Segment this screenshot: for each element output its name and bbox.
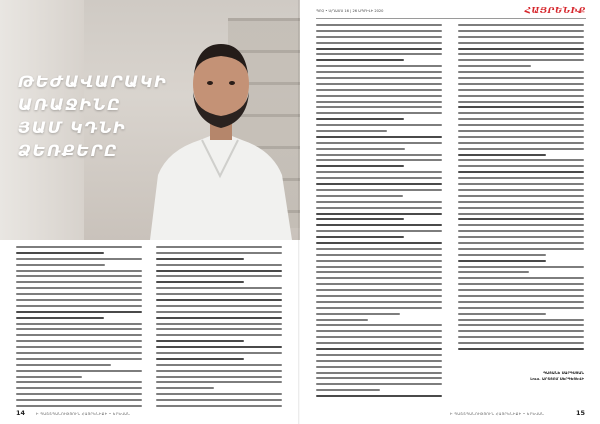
text-line	[458, 224, 584, 226]
text-line	[316, 377, 442, 379]
text-line	[316, 118, 404, 120]
text-line	[316, 89, 442, 91]
text-line	[316, 154, 442, 156]
text-line	[458, 266, 584, 268]
text-line	[316, 124, 442, 126]
text-line	[16, 346, 142, 348]
text-line	[16, 399, 142, 401]
text-line	[316, 372, 442, 374]
left-column-1	[16, 246, 142, 411]
text-line	[16, 340, 142, 342]
left-footer	[0, 402, 300, 424]
text-line	[316, 213, 442, 215]
text-line	[458, 342, 584, 344]
text-line	[16, 299, 142, 301]
right-column-2	[458, 24, 584, 354]
text-line	[316, 83, 442, 85]
text-line	[316, 112, 442, 114]
text-line	[316, 171, 442, 173]
text-line	[458, 301, 584, 303]
text-line	[156, 281, 244, 283]
text-line	[458, 330, 584, 332]
text-line	[316, 383, 442, 385]
text-line	[458, 307, 584, 309]
text-line	[316, 71, 442, 73]
text-line	[156, 346, 282, 348]
text-line	[16, 264, 105, 266]
text-line	[156, 299, 282, 301]
text-line	[458, 112, 584, 114]
photo-credit: Լուս. ԱՐՏՅՈՄ ՍԵՐԳԵՅԵՎԻ	[530, 376, 584, 381]
text-line	[156, 376, 282, 378]
text-line	[458, 230, 584, 232]
headline-line-3: ՅԱՄ ԿԴՆԻ	[18, 118, 127, 137]
text-line	[156, 264, 282, 266]
text-line	[458, 24, 584, 26]
right-page	[300, 0, 600, 424]
text-line	[16, 270, 142, 272]
text-line	[316, 201, 442, 203]
text-line	[316, 389, 380, 391]
text-line	[458, 89, 584, 91]
text-line	[316, 324, 442, 326]
text-line	[316, 248, 442, 250]
text-line	[458, 254, 546, 256]
text-line	[458, 130, 584, 132]
text-line	[458, 277, 584, 279]
text-line	[316, 342, 442, 344]
text-line	[316, 65, 442, 67]
text-line	[316, 336, 442, 338]
headline-line-1: ԹԵԺԱՎԱՐԱԿԻ	[18, 72, 168, 91]
text-line	[316, 189, 442, 191]
text-line	[316, 48, 442, 50]
text-line	[316, 360, 442, 362]
right-column-1	[316, 24, 442, 401]
text-line	[458, 148, 584, 150]
text-line	[316, 142, 442, 144]
text-line	[156, 258, 244, 260]
text-line	[156, 328, 282, 330]
text-line	[16, 258, 142, 260]
text-line	[458, 348, 584, 350]
text-line	[458, 207, 584, 209]
text-line	[316, 36, 442, 38]
text-line	[458, 42, 584, 44]
text-line	[458, 65, 531, 67]
text-line	[316, 77, 442, 79]
text-line	[458, 30, 584, 32]
text-line	[316, 319, 368, 321]
text-line	[16, 311, 142, 313]
text-line	[316, 207, 442, 209]
text-line	[316, 242, 442, 244]
text-line	[16, 317, 104, 319]
text-line	[156, 270, 282, 272]
text-line	[316, 148, 405, 150]
text-line	[156, 287, 282, 289]
right-page-number: 15	[576, 409, 586, 417]
text-line	[458, 295, 584, 297]
text-line	[16, 370, 142, 372]
text-line	[316, 101, 442, 103]
text-line	[316, 183, 442, 185]
text-line	[16, 252, 104, 254]
text-line	[156, 305, 282, 307]
text-line	[156, 393, 282, 395]
text-line	[316, 260, 442, 262]
text-line	[16, 364, 111, 366]
text-line	[458, 154, 546, 156]
text-line	[156, 370, 282, 372]
text-line	[458, 319, 584, 321]
text-line	[156, 381, 282, 383]
text-line	[316, 24, 442, 26]
headline-line-4: ՁԵՌՔԵՐԸ	[18, 141, 119, 160]
headline	[18, 70, 168, 162]
text-line	[316, 59, 404, 61]
text-line	[458, 313, 546, 315]
newspaper-logo: ՀԱՅՐԵՆԻՔ	[524, 6, 586, 16]
text-line	[316, 136, 442, 138]
text-line	[316, 95, 442, 97]
text-line	[458, 289, 584, 291]
text-line	[316, 395, 442, 397]
text-line	[458, 171, 584, 173]
text-line	[316, 159, 442, 161]
text-line	[316, 283, 442, 285]
text-line	[458, 271, 529, 273]
text-line	[156, 293, 282, 295]
text-line	[458, 95, 584, 97]
text-line	[156, 364, 282, 366]
text-line	[316, 30, 442, 32]
text-line	[316, 330, 442, 332]
text-line	[16, 376, 82, 378]
text-line	[316, 295, 442, 297]
text-line	[458, 165, 584, 167]
text-line	[156, 399, 282, 401]
text-line	[458, 195, 584, 197]
text-line	[458, 36, 584, 38]
text-line	[458, 71, 584, 73]
text-line	[458, 53, 584, 55]
text-line	[458, 183, 584, 185]
text-line	[316, 289, 442, 291]
text-line	[316, 224, 442, 226]
left-footer-text: Ի ՊԱՇՏՊԱՆՈՒԹՅՈՒՆ ՀԱՅՐԵՆԻՔԻ • ԵՐԵՎԱՆ	[36, 412, 131, 416]
text-line	[316, 348, 442, 350]
text-line	[458, 236, 584, 238]
text-line	[458, 59, 584, 61]
text-line	[156, 352, 282, 354]
text-line	[316, 307, 442, 309]
text-line	[458, 260, 546, 262]
text-line	[316, 277, 442, 279]
text-line	[458, 213, 584, 215]
text-line	[316, 177, 442, 179]
text-line	[316, 271, 442, 273]
text-line	[458, 124, 584, 126]
text-line	[156, 340, 244, 342]
text-line	[16, 328, 142, 330]
text-line	[458, 83, 584, 85]
text-line	[156, 275, 282, 277]
text-line	[16, 287, 142, 289]
text-line	[156, 311, 282, 313]
text-line	[316, 218, 404, 220]
text-line	[458, 118, 584, 120]
text-line	[316, 354, 442, 356]
text-line	[156, 323, 282, 325]
text-line	[458, 177, 584, 179]
text-line	[316, 230, 442, 232]
author-name: ԳԱՅԱՆԵ ՍԱՐԳՍՅԱՆ	[543, 370, 584, 375]
text-line	[16, 358, 142, 360]
text-line	[316, 254, 442, 256]
text-line	[16, 246, 142, 248]
text-line	[458, 283, 584, 285]
left-page-number: 14	[16, 409, 26, 417]
text-line	[316, 195, 403, 197]
text-line	[16, 352, 142, 354]
text-line	[316, 236, 404, 238]
text-line	[156, 358, 244, 360]
text-line	[458, 77, 584, 79]
text-line	[156, 252, 282, 254]
text-line	[156, 334, 282, 336]
text-line	[156, 317, 282, 319]
hero-photo	[0, 0, 300, 240]
text-line	[458, 101, 584, 103]
left-column-2	[156, 246, 282, 411]
issue-header: ՊՈՉ • Ս/ՂԱՄՍ 16 | 26 ԱՊՐԻԼԻ 2020	[316, 9, 384, 13]
text-line	[458, 201, 584, 203]
text-line	[316, 165, 404, 167]
right-footer-text: Ի ՊԱՇՏՊԱՆՈՒԹՅՈՒՆ ՀԱՅՐԵՆԻՔԻ • ԵՐԵՎԱՆ	[450, 412, 545, 416]
text-line	[316, 266, 442, 268]
text-line	[458, 336, 584, 338]
text-line	[316, 53, 442, 55]
text-line	[316, 42, 442, 44]
text-line	[458, 48, 584, 50]
text-line	[16, 393, 142, 395]
text-line	[156, 387, 214, 389]
text-line	[316, 313, 400, 315]
text-line	[316, 106, 442, 108]
text-line	[16, 275, 142, 277]
text-line	[316, 301, 442, 303]
text-line	[156, 246, 282, 248]
text-line	[16, 323, 142, 325]
right-footer	[300, 402, 600, 424]
text-line	[458, 218, 584, 220]
text-line	[458, 248, 584, 250]
headline-line-2: ԱՌԱՋԻՆԸ	[18, 95, 122, 114]
text-line	[16, 381, 142, 383]
author-signature	[504, 370, 584, 382]
text-line	[458, 159, 584, 161]
text-line	[458, 189, 584, 191]
header-rule	[316, 18, 586, 19]
text-line	[16, 281, 142, 283]
text-line	[458, 242, 584, 244]
text-line	[316, 130, 387, 132]
text-line	[16, 387, 142, 389]
text-line	[16, 334, 142, 336]
text-line	[16, 293, 142, 295]
text-line	[16, 305, 142, 307]
text-line	[316, 366, 442, 368]
text-line	[458, 136, 584, 138]
text-line	[458, 324, 584, 326]
text-line	[458, 106, 584, 108]
text-line	[458, 142, 584, 144]
